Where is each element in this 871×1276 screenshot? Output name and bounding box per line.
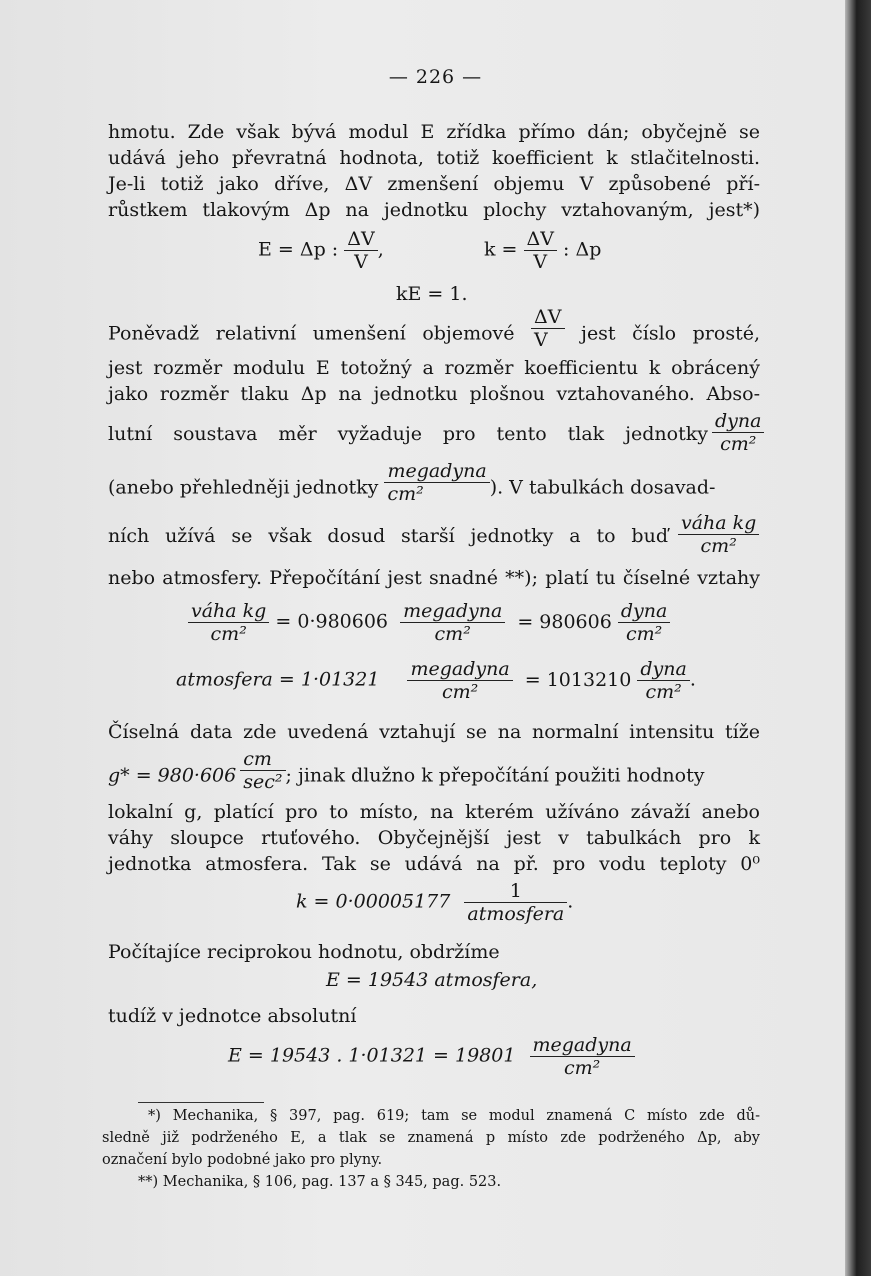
unit-dyna-num: dyna <box>715 410 762 432</box>
rel1-vaha-num: váha kg <box>191 600 267 622</box>
eq-k-fraction <box>524 228 557 273</box>
rel2-value-2: = 1013210 <box>524 668 632 691</box>
relative-fraction <box>531 306 564 351</box>
text-line-18: váhy sloupce rtuťového. Obyčejnější jest v tabulkách pro k <box>108 827 760 849</box>
rel2-dyna-den: cm² <box>637 680 689 703</box>
eq-e-lhs: E = Δp : <box>258 238 339 261</box>
eq-k-frac-den: V <box>524 250 557 273</box>
footnote-1-line-3: označení bylo podobné jako pro plyny. <box>102 1152 383 1168</box>
rel1-megadyna-num: megadyna <box>403 600 503 622</box>
footnote-1-line-1: *) Mechanika, § 397, pag. 619; tam se modul znamená C místo zde dů- <box>148 1108 760 1124</box>
equation-modulus <box>258 228 384 273</box>
k-water-den: atmosfera <box>464 902 567 925</box>
relation-atmosfera <box>176 658 696 703</box>
eq-e-frac-num: ΔV <box>347 228 375 250</box>
text-line-6-pre: Poněvadž relativní umenšení objemové <box>108 322 515 345</box>
unit-dyna-per-cm2 <box>712 410 764 455</box>
rel2-megadyna-num: megadyna <box>410 658 510 680</box>
equation-e-atm: E = 19543 atmosfera, <box>326 969 538 991</box>
text-line-23: tudíž v jednotce absolutní <box>108 1005 357 1027</box>
k-water-lhs: k = 0·00005177 <box>296 890 451 913</box>
rel2-period: . <box>689 668 696 691</box>
page-number: — 226 — <box>388 66 483 88</box>
relative-frac-den: V <box>531 328 564 351</box>
unit-megadyna-per-cm2 <box>384 460 489 505</box>
unit-vaha-num: váha kg <box>681 512 757 534</box>
unit-vaha-den: cm² <box>678 534 759 557</box>
rel2-megadyna-den: cm² <box>407 680 512 703</box>
text-line-10 <box>108 460 760 505</box>
equation-k-water <box>296 880 573 925</box>
book-binding-gutter <box>845 0 871 1276</box>
eq-e-comma: , <box>377 238 384 261</box>
text-line-12: nebo atmosfery. Přepočítání jest snadné **); platí tu číselné vztahy <box>108 567 760 589</box>
text-line-17: lokalní g, platící pro to místo, na kterém užíváno závaží anebo <box>108 801 760 823</box>
k-water-period: . <box>567 890 574 913</box>
text-line-6-post: jest číslo prosté, <box>581 322 760 345</box>
text-line-7: jest rozměr modulu E totožný a rozměr koefficientu k obrácený <box>108 357 760 379</box>
rel1-vaha-den: cm² <box>188 622 269 645</box>
rel1-megadyna-den: cm² <box>400 622 505 645</box>
unit-dyna-den: cm² <box>712 432 764 455</box>
gravity-unit <box>240 748 285 793</box>
footnote-2: **) Mechanika, § 106, pag. 137 a § 345, pag. 523. <box>138 1174 502 1190</box>
unit-vaha-kg-per-cm2 <box>678 512 759 557</box>
footnote-separator <box>138 1102 264 1103</box>
rel1-dyna-den: cm² <box>618 622 670 645</box>
text-line-2: udává jeho převratná hodnota, totiž koefficient k stlačitelnosti. <box>108 147 760 169</box>
gravity-unit-num: cm <box>243 748 272 770</box>
unit-megadyna-num: megadyna <box>387 460 487 482</box>
e-abs-lhs: E = 19543 . 1·01321 = 19801 <box>228 1044 516 1067</box>
rel1-dyna-num: dyna <box>620 600 668 622</box>
footnote-1-line-2: sledně již podrženého E, a tlak se znamená p místo zde podrženého Δp, aby <box>102 1130 760 1146</box>
k-water-num: 1 <box>509 880 522 902</box>
text-line-15: Číselná data zde uvedená vztahují se na normalní intensitu tíže <box>108 721 760 743</box>
equation-compressibility <box>484 228 601 273</box>
text-line-10-pre: (anebo přehledněji jednotky <box>108 476 379 499</box>
eq-k-rhs: : Δp <box>563 238 602 261</box>
text-line-4: růstkem tlakovým Δp na jednotku plochy vztahovaným, jest*) <box>108 199 760 221</box>
relation-vaha <box>188 600 670 645</box>
text-line-21: Počítajíce reciprokou hodnotu, obdržíme <box>108 941 500 963</box>
equation-ke: kE = 1. <box>396 283 468 305</box>
unit-megadyna-den: cm² <box>384 482 489 505</box>
text-line-11: ních užívá se však dosud starší jednotky a to buď <box>108 525 668 547</box>
rel2-lhs: atmosfera = 1·01321 <box>176 668 380 691</box>
text-line-8: jako rozměr tlaku Δp na jednotku plošnou vztahovaného. Abso- <box>108 383 760 405</box>
gravity-unit-den: sec² <box>240 770 285 793</box>
rel2-dyna-num: dyna <box>640 658 687 680</box>
gravity-lhs: g* = 980·606 <box>108 764 237 787</box>
rel1-value-1: = 0·980606 <box>275 610 389 633</box>
text-line-19: jednotka atmosfera. Tak se udává na př. pro vodu teploty 0⁰ <box>108 853 760 875</box>
eq-k-lhs: k = <box>484 238 518 261</box>
e-abs-num: megadyna <box>532 1034 632 1056</box>
text-line-1: hmotu. Zde však bývá modul E zřídka přímo dán; obyčejně se <box>108 121 760 143</box>
text-line-10-post: ). V tabulkách dosavad- <box>489 476 716 499</box>
text-line-3: Je-li totiž jako dříve, ΔV zmenšení objemu V způsobené pří- <box>108 173 760 195</box>
eq-e-frac-den: V <box>344 250 377 273</box>
eq-k-frac-num: ΔV <box>526 228 554 250</box>
eq-e-fraction <box>344 228 377 273</box>
relative-frac-num: ΔV <box>534 306 562 328</box>
text-line-16 <box>108 748 760 793</box>
equation-e-abs <box>228 1034 635 1079</box>
rel1-value-2: = 980606 <box>517 610 612 633</box>
e-abs-den: cm² <box>530 1056 635 1079</box>
text-line-9: lutní soustava měr vyžaduje pro tento tlak jednotky <box>108 423 708 445</box>
text-line-16-post: ; jinak dlužno k přepočítání použiti hodnoty <box>285 764 705 787</box>
